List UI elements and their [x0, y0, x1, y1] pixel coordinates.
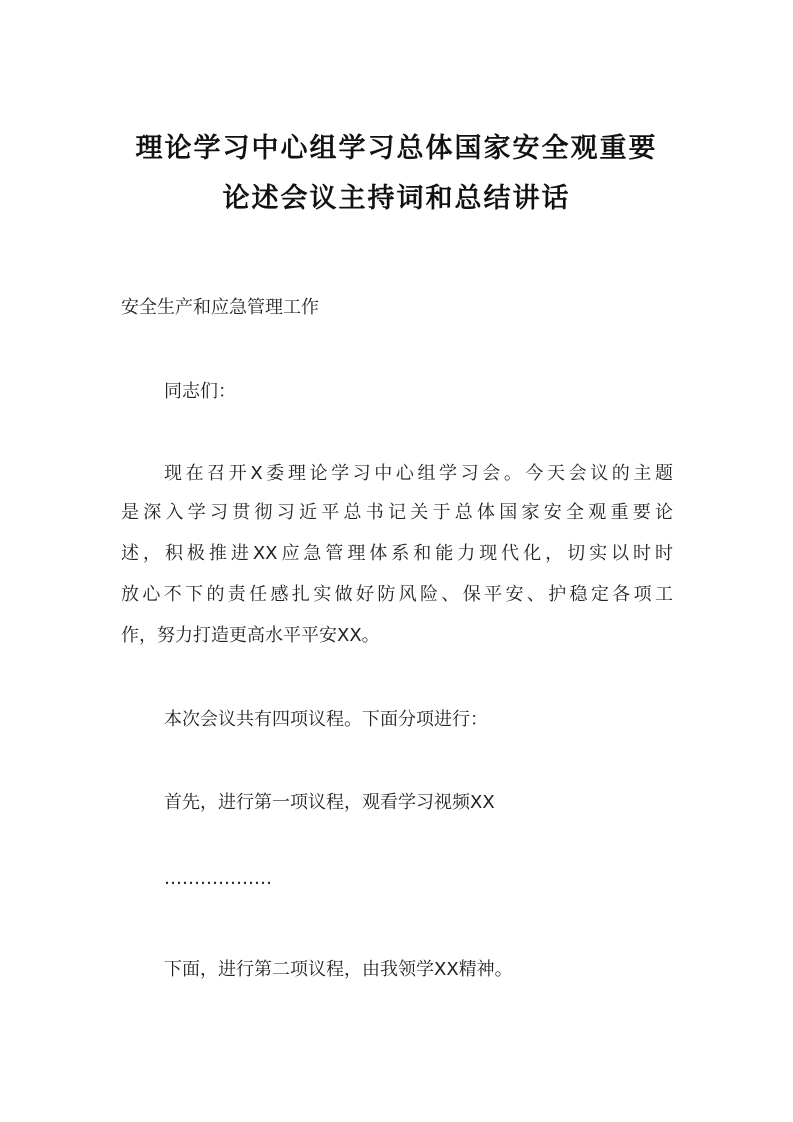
agenda-item-one: 首先，进行第一项议程，观看学习视频XX [164, 792, 495, 813]
intro-paragraph-line-4: 放心不下的责任感扎实做好防风险、保平安、护稳定各项工 [121, 584, 673, 605]
subtitle: 安全生产和应急管理工作 [121, 297, 319, 318]
intro-paragraph-line-2: 是深入学习贯彻习近平总书记关于总体国家安全观重要论 [121, 502, 673, 523]
intro-paragraph-line-5: 作，努力打造更高水平平安XX。 [121, 625, 380, 646]
agenda-intro: 本次会议共有四项议程。下面分项进行： [164, 709, 488, 730]
document-title-line-2: 论述会议主持词和总结讲话 [222, 183, 571, 214]
ellipsis: ……………… [164, 868, 272, 889]
greeting: 同志们： [164, 381, 236, 402]
agenda-item-two: 下面，进行第二项议程，由我领学XX精神。 [164, 959, 513, 980]
intro-paragraph-line-1: 现在召开X委理论学习中心组学习会。今天会议的主题 [164, 463, 673, 484]
intro-paragraph-line-3: 述，积极推进XX应急管理体系和能力现代化，切实以时时 [121, 543, 673, 564]
document-title-line-1: 理论学习中心组学习总体国家安全观重要 [135, 133, 658, 164]
